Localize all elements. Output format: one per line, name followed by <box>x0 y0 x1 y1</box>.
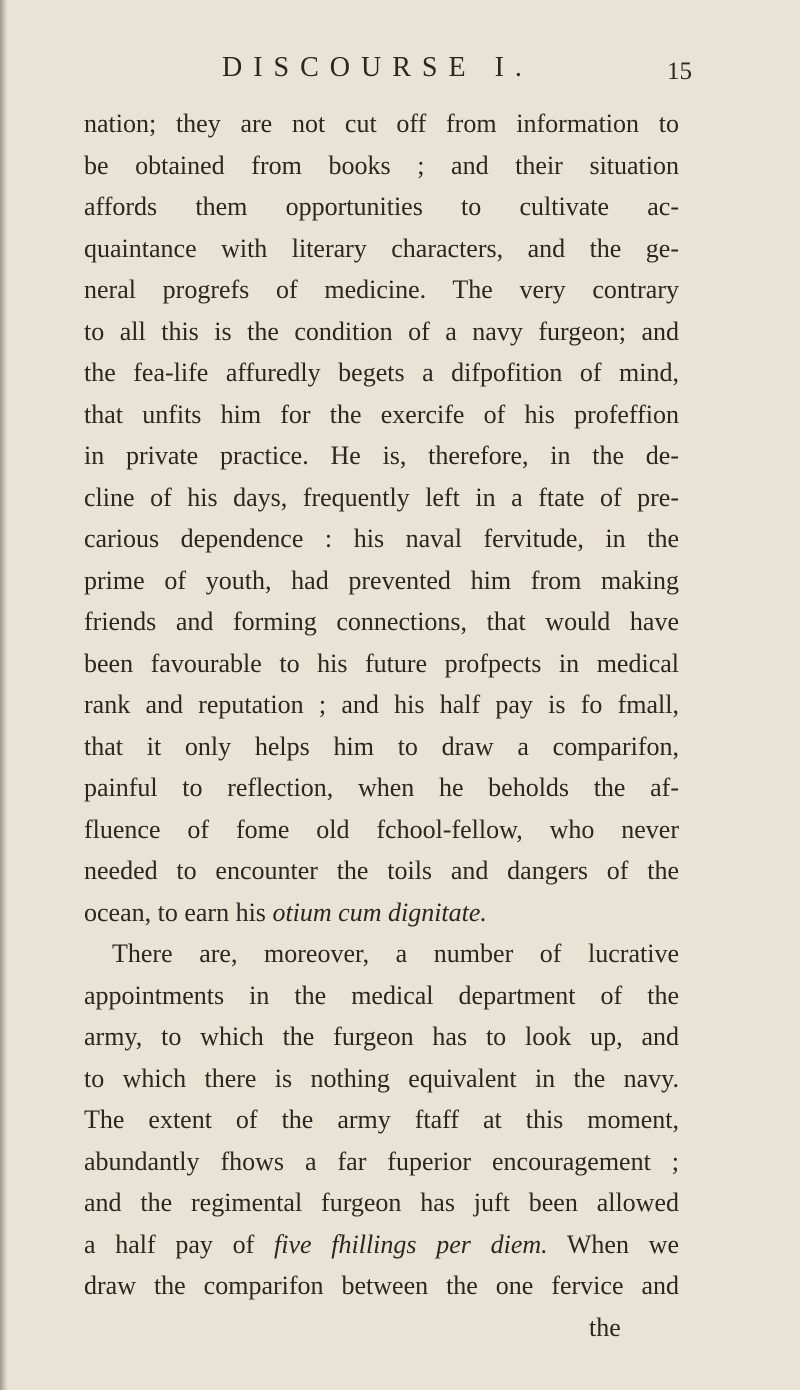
text-run: a half pay of <box>84 1229 255 1259</box>
text-line: to all this is the condition of a navy furgeon; and <box>84 316 679 346</box>
page-gutter-shadow <box>0 0 8 1390</box>
text-line <box>84 1224 679 1266</box>
text-line: fluence of fome old fchool-fellow, who never <box>84 814 679 844</box>
text-line: friends and forming connections, that would have <box>84 607 679 636</box>
text-line: The extent of the army ftaff at this moment, <box>84 1105 679 1134</box>
body-text <box>84 103 679 1348</box>
text-line: been favourable to his future profpects in medical <box>84 648 679 678</box>
text-line: in private practice. He is, therefore, in the de- <box>84 441 679 470</box>
text-line: cline of his days, frequently left in a ftate of pre- <box>84 482 679 512</box>
text-line: that it only helps him to draw a comparifon, <box>84 731 679 761</box>
italic-phrase: five fhillings per diem. <box>274 1229 548 1259</box>
text-line: neral progrefs of medicine. The very contrary <box>84 275 679 304</box>
page-number: 15 <box>667 58 692 85</box>
text-line: needed to encounter the toils and dangers of the <box>84 856 679 885</box>
text-run: ocean, to earn his <box>84 897 266 927</box>
text-line: and the regimental furgeon has juft been allowed <box>84 1188 679 1217</box>
text-line: rank and reputation ; and his half pay is fo fmall, <box>84 690 679 719</box>
text-run: When we <box>566 1229 680 1259</box>
text-line: quaintance with literary characters, and the ge- <box>84 233 679 263</box>
text-line: carious dependence : his naval fervitude, in the <box>84 524 679 553</box>
text-line: prime of youth, had prevented him from making <box>84 565 679 595</box>
catchword: the <box>589 1312 621 1342</box>
page-header <box>0 52 800 92</box>
text-line: draw the comparifon between the one fervice and <box>84 1271 679 1300</box>
running-head: DISCOURSE I. <box>222 52 533 83</box>
text-line <box>84 892 679 934</box>
text-line: to which there is nothing equivalent in the navy. <box>84 1063 679 1093</box>
text-line: abundantly fhows a far fuperior encouragement ; <box>84 1146 679 1176</box>
paragraph-first-line: There are, moreover, a number of lucrative <box>112 939 679 968</box>
italic-phrase: otium cum dignitate. <box>272 897 487 927</box>
text-line: nation; they are not cut off from information to <box>84 109 679 138</box>
text-line: affords them opportunities to cultivate ac- <box>84 192 679 221</box>
text-line: painful to reflection, when he beholds the af- <box>84 773 679 802</box>
text-line: the fea-life affuredly begets a difpofition of mind, <box>84 358 679 387</box>
text-line: army, to which the furgeon has to look up, and <box>84 1022 679 1051</box>
text-line: be obtained from books ; and their situation <box>84 150 679 180</box>
text-line: appointments in the medical department of the <box>84 980 679 1010</box>
text-line: that unfits him for the exercife of his profeffion <box>84 399 679 429</box>
